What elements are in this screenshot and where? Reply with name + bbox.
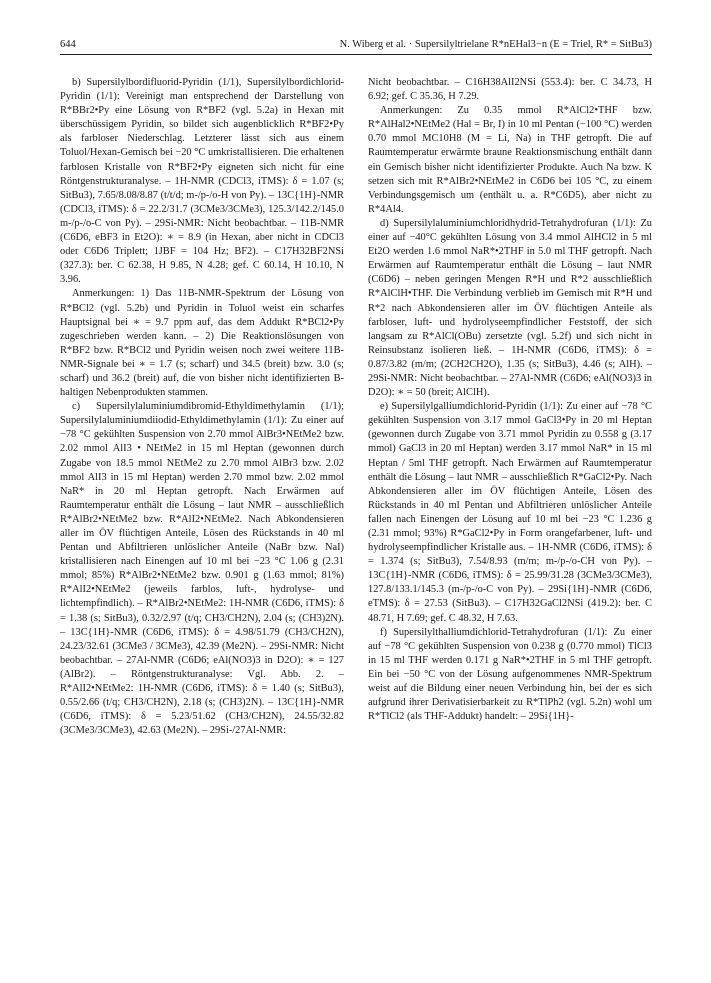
paragraph-section-f: f) Supersilylthalliumdichlorid-Tetrahydrofuran (1/1): Zu einer auf −78 °C gekühlten Suspension von 0.238 g (0.770 mmol) TlCl3 in 15 ml THF werden 0.171 g NaR*•2THF in 5 ml THF getropft. Ein bei −50 °C von der Lösung aufgenommenes NMR-Spektrum weist auf die Bildung einer neuen Verbindung hin, bei der es sich aufgrund ihrer Derivatisierbarkeit zu R*TlPh2 (vgl. 5.2n) wohl um R*TlCl2 (als THF-Addukt) handelt: – 29Si{1H}- bbox=[368, 626, 652, 723]
page-header bbox=[60, 38, 652, 56]
paragraph-notes-b: Anmerkungen: 1) Das 11B-NMR-Spektrum der Lösung von R*BCl2 (vgl. 5.2b) und Pyridin in Toluol weist ein scharfes Hauptsignal bei ∗ = 9.7 ppm auf, das dem Addukt R*BCl2•Py zugeschrieben werden kann. – 2) Die Reaktionslösungen von R*BF2 bzw. R*BCl2 und Pyridin weisen noch zwei weitere 11B-NMR-Signale bei ∗ = 1.7 (s; scharf) und 34.5 (breit) bzw. 3.0 (s; scharf) und 36.2 (breit) auf, die von bisher nicht identifizierten B-haltigen Nebenprodukten stammen. bbox=[60, 288, 344, 399]
header-rule bbox=[60, 54, 652, 55]
page bbox=[60, 38, 652, 958]
left-column bbox=[60, 76, 344, 738]
page-number: 644 bbox=[60, 39, 76, 50]
paragraph-section-e: e) Supersilylgalliumdichlorid-Pyridin (1/1): Zu einer auf −78 °C gekühlten Suspension von 3.17 mmol GaCl3•Py in 20 ml Heptan (gewonnen durch Zugabe von 3.71 mmol Pyridin zu 0.558 g (3.17 mmol) GaCl3 in 20 ml Heptan) werden 3.17 mmol NaR* in 15 ml Heptan / 5ml THF getropft. Nach Erwärmen auf Raumtemperatur enthält die Lösung – laut NMR – ausschließlich R*GaCl2•Py. Nach Abkondensieren aller im ÖV flüchtigen Anteile, Lösen des Rückstands in 40 ml Pentan und Abfiltrieren unlöslicher Anteile fallen nach Einengen der Lösung auf 10 ml bei −23 °C 1.236 g (2.31 mmol; 93%) R*GaCl2•Py in Form orangefarbener, luft- und hydrolyseempfindlicher Kristalle aus. – 1H-NMR (C6D6, iTMS): δ = 1.374 (s; SitBu3), 7.54/8.93 (m/m; m-/p-/o-CH von Py). – 13C{1H}-NMR (C6D6, iTMS): δ = 25.99/31.28 (3CMe3/3CMe3), 127.8/133.1/145.3 (m-/p-/o-C von Py). – 29Si{1H}-NMR (C6D6, eTMS): δ = 27.53 (SitBu3). – C17H32GaCl2NSi (419.2): ber. C 48.71, H 7.69; gef. C 48.32, H 7.63. bbox=[368, 401, 652, 624]
paragraph-section-c: c) Supersilylaluminiumdibromid-Ethyldimethylamin (1/1); Supersilylaluminiumdiiodid-Ethyldimethylamin (1/1): Zu einer auf −78 °C gekühlten Suspension von 2.70 mmol AlBr3•NEtMe2 bzw. 2.02 mmol AlI3 • NEtMe2 in 15 ml Heptan (gewonnen durch Zugabe von 18.5 mmol NEtMe2 zu 2.70 mmol AlBr3 bzw. 2.02 mmol AlI3 in 15 ml Heptan) werden 2.70 mmol bzw. 2.02 mmol NaR* in 20 ml Heptan getropft. Nach Erwärmen auf Raumtemperatur enthält die Lösung – laut NMR – ausschließlich R*AlBr2•NEtMe2 bzw. R*AlI2•NEtMe2. Nach Abkondensieren aller im ÖV flüchtigen Anteile, Lösen des Rückstands in 40 ml Pentan und Abfiltrieren unlöslicher Anteile (NaBr bzw. NaI) kristallisieren nach Einengen auf 10 ml bei −23 °C 1.06 g (2.31 mmol; 85%) R*AlBr2•NEtMe2 bzw. 0.901 g (1.63 mmol; 81%) R*AlI2•NEtMe2 (jeweils farblos, luft-, hydrolyse- und lichtempfindlich). – R*AlBr2•NEtMe2: 1H-NMR (C6D6, iTMS): δ = 1.38 (s; SitBu3), 0.32/2.97 (t/q; CH3/CH2N), 2.04 (s; (CH3)2N). – 13C{1H}-NMR (C6D6, iTMS): δ = 4.98/51.79 (CH3/CH2N), 24.23/32.61 (3CMe3 / 3CMe3), 42.39 (Me2N). – 29Si-NMR: Nicht beobachtbar. – 27Al-NMR (C6D6; eAl(NO3)3 in D2O): ∗ = 127 (AlBr2). – Röntgenstrukturanalyse: Vgl. Abb. 2. – R*AlI2•NEtMe2: 1H-NMR (C6D6, iTMS): δ = 1.40 (s; SitBu3), 0.55/2.66 (t/q; CH3/CH2N), 2.18 (s; (CH3)2N). – 13C{1H}-NMR (C6D6, iTMS): δ = 5.23/51.62 (CH3/CH2N), 24.55/32.82 (3CMe3/3CMe3), 42.63 (Me2N). – 29Si-/27Al-NMR: bbox=[60, 401, 344, 737]
running-title: N. Wiberg et al. · Supersilyltrielane R*nEHal3−n (E = Triel, R* = SitBu3) bbox=[339, 39, 652, 50]
paragraph-section-b: b) Supersilylbordifluorid-Pyridin (1/1), Supersilylbordichlorid-Pyridin (1/1): Vereinigt man entsprechend der Darstellung von R*BBr2•Py eine Lösung von R*BF2 (vgl. 5.2a) in Hexan mit überschüssigem Pyridin, so bildet sich augenblicklich R*BF2•Py als farbloser Niederschlag. Letzterer lässt sich aus einem Toluol/Hexan-Gemisch bei −20 °C umkristallisieren. Die erhaltenen farblosen Kristalle von R*BF2•Py eigneten sich nicht für eine Röntgenstrukturanalyse. – 1H-NMR (CDCl3, iTMS): δ = 1.07 (s; SitBu3), 7.65/8.08/8.87 (t/t/d; m-/p-/o-H von Py). – 13C{1H}-NMR (CDCl3, iTMS): δ = 22.2/31.7 (3CMe3/3CMe3), 125.3/142.2/145.0 m-/p-/o-C von Py). – 29Si-NMR: Nicht beobachtbar. – 11B-NMR (C6D6, eBF3 in Et2O): ∗ = 8.9 (in Hexan, aber nicht in CDCl3 oder C6D6 Triplett; 1JBF = 104 Hz; BF2). – C17H32BF2NSi (327.3): ber. C 62.38, H 9.85, N 4.28; gef. C 60.14, H 10.10, N 3.96. bbox=[60, 77, 344, 286]
right-column bbox=[368, 76, 652, 724]
paragraph-continuation: Nicht beobachtbar. – C16H38AlI2NSi (553.4): ber. C 34.73, H 6.92; gef. C 35.36, H 7.29. bbox=[368, 77, 652, 103]
paragraph-section-d: d) Supersilylaluminiumchloridhydrid-Tetrahydrofuran (1/1): Zu einer auf −40°C gekühlten Lösung von 3.4 mmol AlHCl2 in 5 ml Et2O werden 1.6 mmol NaR*•2THF in 5.0 ml THF getropft. Nach Erwärmen auf Raumtemperatur enthält die Lösung – laut NMR (C6D6) – neben geringen Mengen R*H und R*2 ausschließlich R*AlClH•THF. Die Verbindung verblieb im Gemisch mit R*H und R*2 nach Abkondensieren aller im ÖV flüchtigen Anteile als farbloser, luft- und hydrolyseempfindlicher Feststoff, der sich langsam zu R*AlCl(OBu) zersetzte (vgl. 5.2f) und sich nicht in Reinsubstanz isolieren ließ. – 1H-NMR (C6D6, iTMS): δ = 0.87/3.82 (m/m; (2CH2CH2O), 1.35 (s; SitBu3), 4.46 (s; AlH). – 29Si-NMR: Nicht beobachtbar. – 27Al-NMR (C6D6; eAl(NO3)3 in D2O): ∗ = 50 (breit; AlClH). bbox=[368, 217, 652, 399]
paragraph-notes-c: Anmerkungen: Zu 0.35 mmol R*AlCl2•THF bzw. R*AlHal2•NEtMe2 (Hal = Br, I) in 10 ml Pentan (−100 °C) werden 0.70 mmol MC10H8 (M = Li, Na) in THF getropft. Die auf Raumtemperatur erwärmte braune Reaktionsmischung enthält dann ein Gemisch bisher nicht identifizierter Produkte. Auch Na bzw. K setzen sich mit R*AlBr2•NEtMe2 in C6D6 bei 105 °C, zu einem Verbindungsgemisch um (enthält u. a. R*C6D5), aber nicht zu R*4Al4. bbox=[368, 105, 652, 215]
